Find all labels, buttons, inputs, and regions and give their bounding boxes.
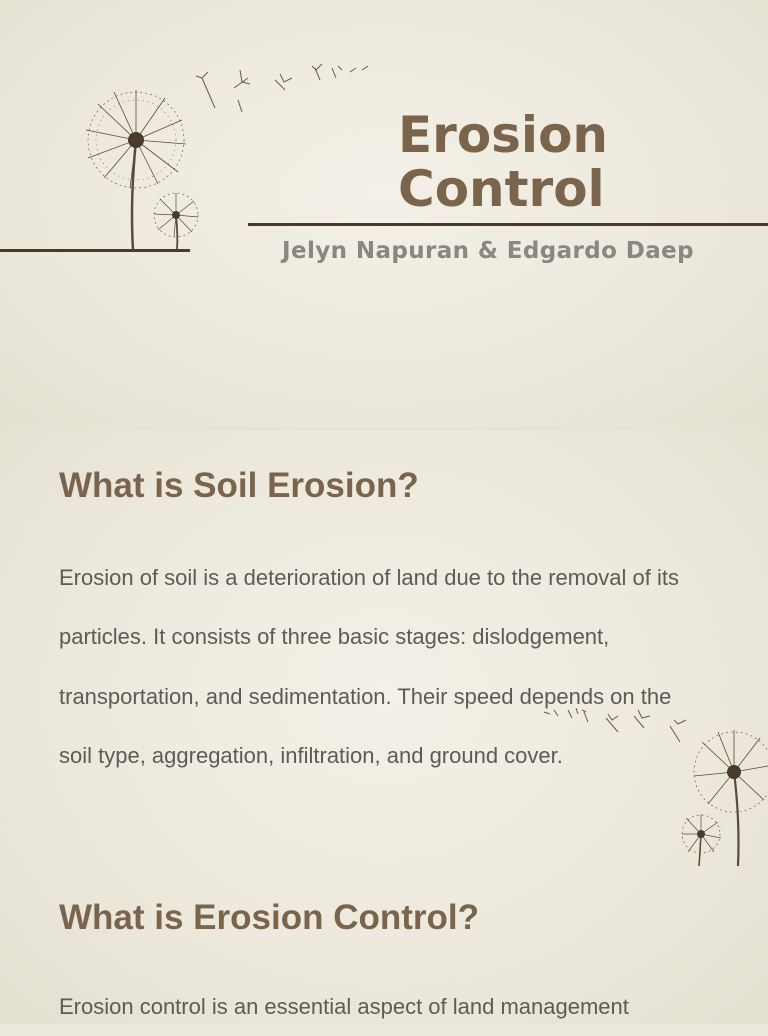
paragraph-soil-erosion: Erosion of soil is a deterioration of land due to the removal of its particles. It consists of three basic stages: dislodgement, transportation, and sedimentation. Their speed depends on the soil type, aggregation, infiltration, and ground cover. (59, 565, 680, 768)
heading-erosion-control: What is Erosion Control? (59, 898, 479, 937)
subtitle-authors: Jelyn Napuran & Edgardo Daep (282, 238, 694, 264)
heading-soil-erosion: What is Soil Erosion? (59, 466, 419, 505)
ground-line (0, 249, 190, 252)
page-title: Erosion Control (398, 106, 609, 218)
title-divider (248, 223, 768, 226)
paragraph-erosion-control: Erosion control is an essential aspect of land management (59, 994, 629, 1019)
dandelion-illustration-right (538, 700, 768, 870)
title-slide (0, 0, 768, 430)
